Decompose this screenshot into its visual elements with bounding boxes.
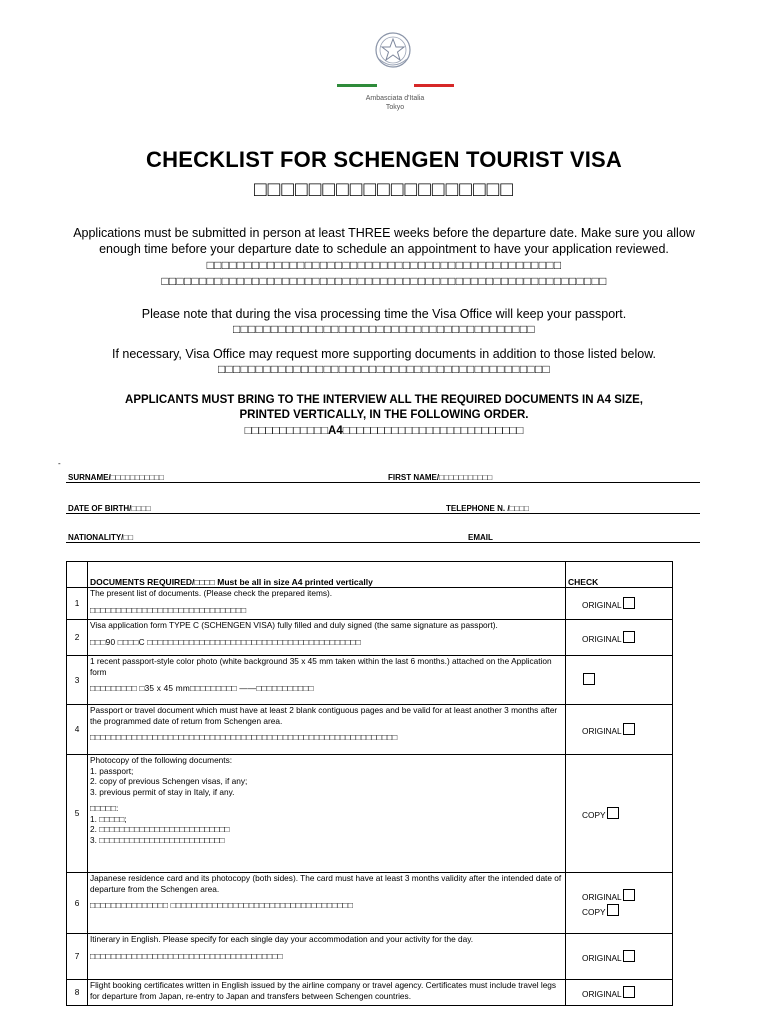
check-item bbox=[582, 986, 670, 1000]
table-row bbox=[67, 705, 673, 755]
first-name-label: FIRST NAME/□□□□□□□□□□□ bbox=[388, 473, 493, 482]
flag-stripe-green bbox=[337, 84, 377, 87]
date-of-birth-label: DATE OF BIRTH/□□□□ bbox=[68, 504, 151, 513]
italian-republic-emblem-icon bbox=[373, 29, 413, 71]
description-line-jp: 3. □□□□□□□□□□□□□□□□□□□□□□□□□ bbox=[90, 834, 225, 845]
description-line: 3. previous permit of stay in Italy, if any. bbox=[90, 786, 235, 797]
email-label: EMAIL bbox=[468, 533, 493, 542]
table-row bbox=[67, 656, 673, 705]
checkbox[interactable] bbox=[623, 889, 635, 901]
row-check bbox=[566, 588, 673, 620]
table-row bbox=[67, 934, 673, 980]
check-item bbox=[582, 597, 670, 611]
dob-telephone-line[interactable] bbox=[66, 513, 700, 514]
table-row bbox=[67, 980, 673, 1006]
row-description bbox=[88, 656, 566, 705]
description-line-jp: □□□90 □□□□C □□□□□□□□□□□□□□□□□□□□□□□□□□□□□□□□□□□□□□□□□ bbox=[90, 636, 361, 647]
checkbox[interactable] bbox=[607, 904, 619, 916]
description-line: 1. passport; bbox=[90, 765, 134, 776]
description-line: Passport or travel document which must have at least 2 blank contiguous pages and be valid for at least another 3 months after the programmed date of return from Schengen area. bbox=[90, 705, 558, 726]
checkbox[interactable] bbox=[623, 986, 635, 998]
check-label: ORIGINAL bbox=[582, 633, 622, 644]
check-item bbox=[582, 673, 670, 687]
row-number: 5 bbox=[67, 755, 88, 873]
checkbox[interactable] bbox=[623, 723, 635, 735]
documents-table bbox=[66, 561, 673, 1006]
row-description bbox=[88, 980, 566, 1006]
description-line: Photocopy of the following documents: bbox=[90, 755, 233, 765]
embassy-name: Ambasciata d'Italia bbox=[365, 95, 425, 102]
intro-paragraph-2: Please note that during the visa processing time the Visa Office will keep your passport. bbox=[141, 307, 627, 321]
description-line: Visa application form TYPE C (SCHENGEN VISA) fully filled and duly signed (the same signature as passport). bbox=[90, 620, 498, 630]
row-description bbox=[88, 620, 566, 656]
row-number: 3 bbox=[67, 656, 88, 705]
description-line: 1 recent passport-style color photo (white background 35 x 45 mm taken within the last 6 months.) attached on the Application form bbox=[90, 656, 552, 677]
intro-paragraph-3-jp: □□□□□□□□□□□□□□□□□□□□□□□□□□□□□□□□□□□□□□□□□□□□ bbox=[217, 362, 551, 376]
intro-paragraph-1-jp-line2: □□□□□□□□□□□□□□□□□□□□□□□□□□□□□□□□□□□□□□□□□□□□□□□□□□□□□□□□□□□ bbox=[161, 274, 607, 288]
description-line-jp: □□□□□□□□□□□□□□□ □□□□□□□□□□□□□□□□□□□□□□□□□□□□□□□□□□□ bbox=[90, 900, 354, 910]
surname-first-name-line[interactable] bbox=[66, 482, 700, 483]
description-line-jp: □□□□□□□□□ □35 x 45 mm□□□□□□□□□ ——□□□□□□□□□□□ bbox=[90, 683, 314, 693]
row-number: 7 bbox=[67, 934, 88, 980]
telephone-label: TELEPHONE N. /□□□□ bbox=[446, 504, 529, 513]
flag-stripe-red bbox=[414, 84, 454, 87]
description-line-jp: □□□□□□□□□□□□□□□□□□□□□□□□□□□□□□ bbox=[90, 604, 247, 615]
row-check bbox=[566, 873, 673, 934]
row-number: 6 bbox=[67, 873, 88, 934]
row-check bbox=[566, 934, 673, 980]
intro-paragraph-2-jp: □□□□□□□□□□□□□□□□□□□□□□□□□□□□□□□□□□□□□□□□ bbox=[233, 322, 535, 336]
nationality-label: NATIONALITY/□□ bbox=[68, 533, 134, 542]
description-line-jp: □□□□□: bbox=[90, 803, 119, 813]
table-row bbox=[67, 620, 673, 656]
field-marker: - bbox=[58, 459, 61, 468]
description-line: Flight booking certificates written in English issued by the airline company or travel agency. Certificates must include travel legs for departure from Japan, re-entry to Japan and transfers between Schengen countries. bbox=[90, 980, 557, 1001]
check-label: ORIGINAL bbox=[582, 891, 622, 902]
checkbox[interactable] bbox=[623, 950, 635, 962]
check-item bbox=[582, 904, 670, 918]
check-item bbox=[582, 889, 670, 903]
description-line: Itinerary in English. Please specify for each single day your accommodation and your activity for the day. bbox=[90, 934, 474, 944]
check-item bbox=[582, 631, 670, 645]
row-check bbox=[566, 755, 673, 873]
table-header-documents: DOCUMENTS REQUIRED/□□□□ Must be all in size A4 printed vertically bbox=[88, 562, 566, 588]
check-label: ORIGINAL bbox=[582, 725, 622, 736]
description-line-jp: 1. □□□□□; bbox=[90, 813, 127, 824]
surname-label: SURNAME/□□□□□□□□□□□ bbox=[68, 473, 164, 482]
row-description bbox=[88, 588, 566, 620]
row-check bbox=[566, 656, 673, 705]
checkbox[interactable] bbox=[623, 631, 635, 643]
checkbox[interactable] bbox=[623, 597, 635, 609]
instruction-bold-line1: APPLICANTS MUST BRING TO THE INTERVIEW ALL THE REQUIRED DOCUMENTS IN A4 SIZE, bbox=[125, 394, 643, 406]
page-title-jp: □□□□□□□□□□□□□□□□□□□ bbox=[254, 178, 514, 201]
check-label: COPY bbox=[582, 907, 606, 917]
intro-paragraph-3: If necessary, Visa Office may request more supporting documents in addition to those listed below. bbox=[111, 347, 657, 361]
description-line: Japanese residence card and its photocopy (both sides). The card must have at least 3 months validity after the intended date of departure from the Schengen area. bbox=[90, 873, 562, 894]
check-label: COPY bbox=[582, 809, 606, 820]
description-line-jp: 2. □□□□□□□□□□□□□□□□□□□□□□□□□□ bbox=[90, 824, 230, 834]
description-line: The present list of documents. (Please check the prepared items). bbox=[90, 588, 333, 598]
row-number: 1 bbox=[67, 588, 88, 620]
page-title: CHECKLIST FOR SCHENGEN TOURIST VISA bbox=[146, 147, 622, 172]
description-line: 2. copy of previous Schengen visas, if any; bbox=[90, 776, 248, 786]
intro-paragraph-1: Applications must be submitted in person at least THREE weeks before the departure date. Make sure you allow enough time before your departure date to schedule an appointment to have your application reviewed. bbox=[73, 226, 695, 256]
check-label: ORIGINAL bbox=[582, 599, 622, 610]
description-line-jp: □□□□□□□□□□□□□□□□□□□□□□□□□□□□□□□□□□□□□□□□□□□□□□□□□□□□□□□□□□□ bbox=[90, 732, 398, 742]
row-description bbox=[88, 705, 566, 755]
nationality-email-line[interactable] bbox=[66, 542, 700, 543]
row-number: 2 bbox=[67, 620, 88, 656]
instruction-bold-line2: PRINTED VERTICALLY, IN THE FOLLOWING ORDER. bbox=[239, 409, 529, 421]
row-check bbox=[566, 705, 673, 755]
table-row bbox=[67, 755, 673, 873]
row-description bbox=[88, 755, 566, 873]
table-row bbox=[67, 873, 673, 934]
description-line-jp: □□□□□□□□□□□□□□□□□□□□□□□□□□□□□□□□□□□□□ bbox=[90, 950, 283, 961]
table-header-num bbox=[67, 562, 88, 588]
row-number: 4 bbox=[67, 705, 88, 755]
intro-paragraph-1-jp-line1: □□□□□□□□□□□□□□□□□□□□□□□□□□□□□□□□□□□□□□□□□□□□□□□ bbox=[206, 258, 562, 272]
check-label: ORIGINAL bbox=[582, 988, 622, 999]
check-item bbox=[582, 807, 670, 821]
check-item bbox=[582, 723, 670, 737]
row-check bbox=[566, 620, 673, 656]
table-header-check: CHECK bbox=[566, 562, 673, 588]
row-description bbox=[88, 873, 566, 934]
table-row bbox=[67, 588, 673, 620]
instruction-bold-jp: □□□□□□□□□□□□A4□□□□□□□□□□□□□□□□□□□□□□□□□□ bbox=[244, 425, 524, 437]
check-label: ORIGINAL bbox=[582, 952, 622, 963]
embassy-city: Tokyo bbox=[385, 104, 405, 111]
checkbox[interactable] bbox=[607, 807, 619, 819]
row-number: 8 bbox=[67, 980, 88, 1006]
table-header-row bbox=[67, 562, 673, 588]
checkbox[interactable] bbox=[583, 673, 595, 685]
check-item bbox=[582, 950, 670, 964]
row-description bbox=[88, 934, 566, 980]
row-check bbox=[566, 980, 673, 1006]
